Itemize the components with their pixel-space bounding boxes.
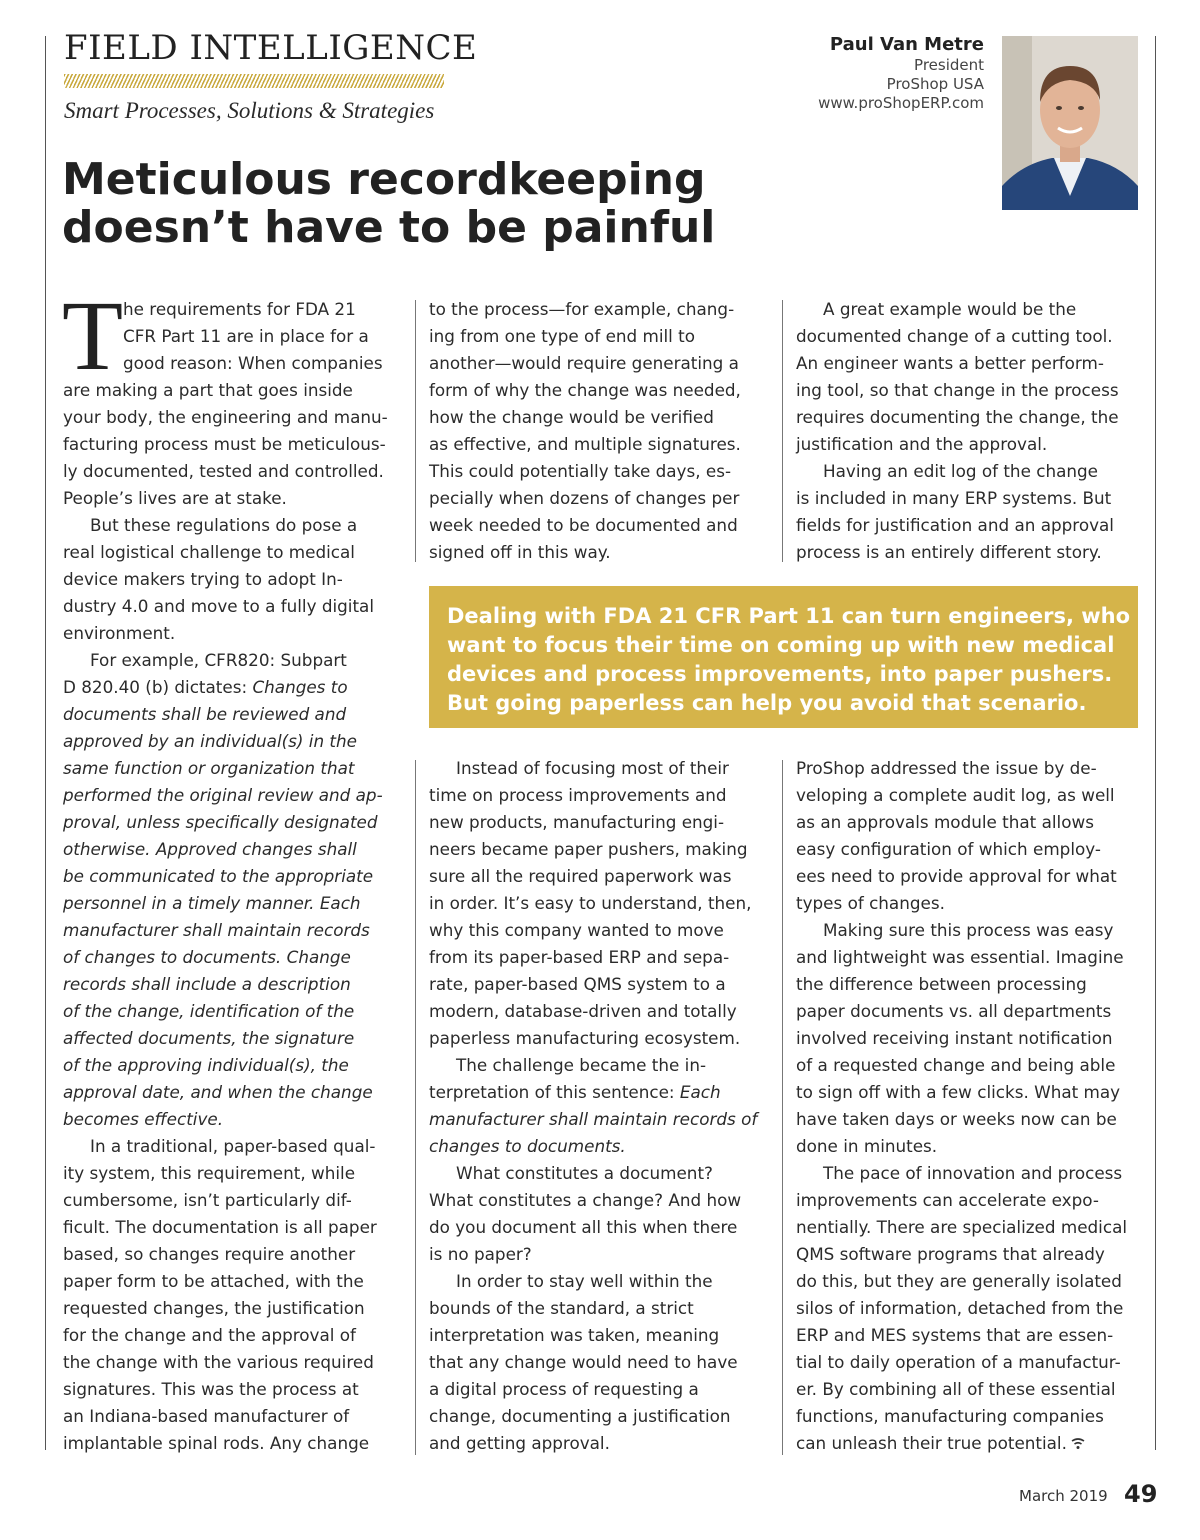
text-line: approved by an individual(s) in the xyxy=(63,731,357,751)
text-line: and getting approval. xyxy=(429,1433,610,1453)
text-line: real logistical challenge to medical xyxy=(63,542,355,562)
author-title: President xyxy=(914,56,984,74)
text-line: change, documenting a justification xyxy=(429,1406,731,1426)
left-border-rule xyxy=(45,36,46,1450)
text-line: otherwise. Approved changes shall xyxy=(63,839,357,859)
text-line: ly documented, tested and controlled. xyxy=(63,461,384,481)
text-line: paper form to be attached, with the xyxy=(63,1271,364,1291)
section-title: FIELD INTELLIGENCE xyxy=(64,28,478,68)
text-line: ERP and MES systems that are essen- xyxy=(796,1325,1114,1345)
drop-cap: T xyxy=(62,280,124,391)
author-byline xyxy=(818,34,984,113)
text-line: er. By combining all of these essential xyxy=(796,1379,1116,1399)
text-line: device makers trying to adopt In- xyxy=(63,569,343,589)
column-rule-1-bottom xyxy=(415,760,416,1455)
pull-quote-line: devices and process improvements, into paper pushers. xyxy=(447,662,1113,686)
section-subtitle: Smart Processes, Solutions & Strategies xyxy=(64,98,435,123)
text-line: QMS software programs that already xyxy=(796,1244,1105,1264)
text-line: pecially when dozens of changes per xyxy=(429,488,740,508)
text-line: signed off in this way. xyxy=(429,542,611,562)
text-line: implantable spinal rods. Any change xyxy=(63,1433,370,1453)
text-line: functions, manufacturing companies xyxy=(796,1406,1104,1426)
text-line: becomes effective. xyxy=(63,1109,224,1129)
text-line: easy configuration of which employ- xyxy=(796,839,1101,859)
text-line: based, so changes require another xyxy=(63,1244,356,1264)
text-line: People’s lives are at stake. xyxy=(63,488,287,508)
text-line: week needed to be documented and xyxy=(429,515,738,535)
text-run: D 820.40 (b) dictates: xyxy=(63,677,253,697)
text-line: time on process improvements and xyxy=(429,785,727,805)
text-line: bounds of the standard, a strict xyxy=(429,1298,694,1318)
text-line: to sign off with a few clicks. What may xyxy=(796,1082,1121,1102)
pull-quote-line: But going paperless can help you avoid that scenario. xyxy=(447,691,1087,715)
text-line: ees need to provide approval for what xyxy=(796,866,1117,886)
text-line: done in minutes. xyxy=(796,1136,938,1156)
article-column-3-top xyxy=(796,296,1119,566)
text-line: cumbersome, isn’t particularly dif- xyxy=(63,1190,352,1210)
text-line: modern, database-driven and totally xyxy=(429,1001,737,1021)
text-line: Making sure this process was easy xyxy=(823,920,1114,940)
text-line: that any change would need to have xyxy=(429,1352,738,1372)
column-rule-2-bottom xyxy=(782,760,783,1455)
pull-quote-text xyxy=(447,602,1131,718)
text-line: The pace of innovation and process xyxy=(823,1163,1123,1183)
text-line: nentially. There are specialized medical xyxy=(796,1217,1128,1237)
text-line: is no paper? xyxy=(429,1244,532,1264)
text-line: This could potentially take days, es- xyxy=(429,461,732,481)
text-line: personnel in a timely manner. Each xyxy=(63,893,361,913)
text-line: the difference between processing xyxy=(796,974,1087,994)
text-line: involved receiving instant notification xyxy=(796,1028,1113,1048)
text-line: interpretation was taken, meaning xyxy=(429,1325,720,1345)
text-line: for the change and the approval of xyxy=(63,1325,356,1345)
text-line: An engineer wants a better perform- xyxy=(796,353,1104,373)
text-line: proval, unless specifically designated xyxy=(63,812,378,832)
author-company: ProShop USA xyxy=(886,75,984,93)
text-line: ProShop addressed the issue by de- xyxy=(796,758,1097,778)
text-line: ity system, this requirement, while xyxy=(63,1163,356,1183)
text-line: CFR Part 11 are in place for a xyxy=(123,326,369,346)
text-line: ing from one type of end mill to xyxy=(429,326,696,346)
italic-text-run: Each xyxy=(679,1082,721,1102)
text-line: For example, CFR820: Subpart xyxy=(90,650,347,670)
text-line: of changes to documents. Change xyxy=(63,947,351,967)
text-line: dustry 4.0 and move to a fully digital xyxy=(63,596,374,616)
text-line: signatures. This was the process at xyxy=(63,1379,359,1399)
text-line: from its paper-based ERP and sepa- xyxy=(429,947,730,967)
text-line: silos of information, detached from the xyxy=(796,1298,1124,1318)
text-line: environment. xyxy=(63,623,176,643)
text-line: sure all the required paperwork was xyxy=(429,866,732,886)
text-line: the change with the various required xyxy=(63,1352,374,1372)
text-run: can unleash their true potential. xyxy=(796,1433,1067,1453)
text-line: paperless manufacturing ecosystem. xyxy=(429,1028,741,1048)
text-line: performed the original review and ap- xyxy=(63,785,383,805)
text-line: how the change would be verified xyxy=(429,407,714,427)
text-line: good reason: When companies xyxy=(123,353,383,373)
article-column-3-bottom xyxy=(796,755,1127,1457)
text-line: another—would require generating a xyxy=(429,353,739,373)
text-line: The challenge became the in- xyxy=(456,1055,707,1075)
text-line: a digital process of requesting a xyxy=(429,1379,699,1399)
author-name: Paul Van Metre xyxy=(829,34,984,55)
pull-quote-box xyxy=(429,586,1138,728)
italic-text-run: Changes to xyxy=(252,677,348,697)
headline-line: Meticulous recordkeeping xyxy=(62,154,706,205)
text-line: In a traditional, paper-based qual- xyxy=(90,1136,376,1156)
text-line: neers became paper pushers, making xyxy=(429,839,748,859)
pull-quote-line: want to focus their time on coming up with new medical xyxy=(447,633,1115,657)
text-line: new products, manufacturing engi- xyxy=(429,812,725,832)
text-line xyxy=(796,1430,1127,1457)
text-line: are making a part that goes inside xyxy=(63,380,353,400)
text-line: manufacturer shall maintain records xyxy=(63,920,370,940)
text-run: terpretation of this sentence: xyxy=(429,1082,680,1102)
text-line: an Indiana-based manufacturer of xyxy=(63,1406,350,1426)
text-line: same function or organization that xyxy=(63,758,355,778)
text-line: facturing process must be meticulous- xyxy=(63,434,386,454)
text-line: manufacturer shall maintain records of xyxy=(429,1109,758,1129)
text-line: ficult. The documentation is all paper xyxy=(63,1217,377,1237)
column-rule-1-top xyxy=(415,300,416,562)
text-line: Instead of focusing most of their xyxy=(456,758,729,778)
author-portrait-icon xyxy=(1002,36,1138,210)
text-line: documented change of a cutting tool. xyxy=(796,326,1113,346)
text-line: A great example would be the xyxy=(823,299,1077,319)
text-line: and lightweight was essential. Imagine xyxy=(796,947,1124,967)
author-photo xyxy=(1002,36,1138,210)
text-line: to the process—for example, chang- xyxy=(429,299,735,319)
right-border-rule xyxy=(1155,36,1156,1450)
text-line: paper documents vs. all departments xyxy=(796,1001,1112,1021)
text-line xyxy=(429,1079,757,1106)
article-column-2-top xyxy=(429,296,741,566)
text-line: tial to daily operation of a manufactur- xyxy=(796,1352,1121,1372)
pull-quote-line: Dealing with FDA 21 CFR Part 11 can turn engineers, who xyxy=(447,604,1131,628)
text-line: Having an edit log of the change xyxy=(823,461,1098,481)
text-line: of the change, identification of the xyxy=(63,1001,355,1021)
text-line: form of why the change was needed, xyxy=(429,380,741,400)
headline-line: doesn’t have to be painful xyxy=(62,202,716,253)
hatched-divider xyxy=(64,74,444,88)
text-line: as effective, and multiple signatures. xyxy=(429,434,741,454)
text-line: he requirements for FDA 21 xyxy=(123,299,356,319)
text-line: be communicated to the appropriate xyxy=(63,866,374,886)
article-column-2-bottom xyxy=(429,755,757,1457)
text-line: documents shall be reviewed and xyxy=(63,704,347,724)
text-line: improvements can accelerate expo- xyxy=(796,1190,1099,1210)
text-line: But these regulations do pose a xyxy=(90,515,358,535)
text-line: veloping a complete audit log, as well xyxy=(796,785,1115,805)
text-line: do this, but they are generally isolated xyxy=(796,1271,1122,1291)
page-number: 49 xyxy=(1124,1480,1158,1508)
text-line: rate, paper-based QMS system to a xyxy=(429,974,726,994)
text-line: changes to documents. xyxy=(429,1136,626,1156)
text-line: of the approving individual(s), the xyxy=(63,1055,349,1075)
text-line: affected documents, the signature xyxy=(63,1028,355,1048)
column-rule-2-top xyxy=(782,300,783,562)
text-line: justification and the approval. xyxy=(796,434,1048,454)
text-line: have taken days or weeks now can be xyxy=(796,1109,1117,1129)
text-line: fields for justification and an approval xyxy=(796,515,1114,535)
text-line: process is an entirely different story. xyxy=(796,542,1102,562)
text-line: as an approvals module that allows xyxy=(796,812,1094,832)
text-line: your body, the engineering and manu- xyxy=(63,407,388,427)
text-line: ing tool, so that change in the process xyxy=(796,380,1119,400)
wifi-end-icon xyxy=(1071,1438,1085,1450)
text-line: requires documenting the change, the xyxy=(796,407,1119,427)
text-line: types of changes. xyxy=(796,893,945,913)
text-line: is included in many ERP systems. But xyxy=(796,488,1112,508)
text-line: of a requested change and being able xyxy=(796,1055,1116,1075)
author-website[interactable]: www.proShopERP.com xyxy=(818,94,984,112)
footer-issue-date: March 2019 xyxy=(1019,1487,1108,1505)
text-line: What constitutes a document? xyxy=(456,1163,713,1183)
article-headline xyxy=(62,156,782,252)
article-column-1 xyxy=(62,280,388,1457)
text-line: approval date, and when the change xyxy=(63,1082,373,1102)
text-line: requested changes, the justification xyxy=(63,1298,365,1318)
text-line: do you document all this when there xyxy=(429,1217,738,1237)
text-line: In order to stay well within the xyxy=(456,1271,713,1291)
text-line: in order. It’s easy to understand, then, xyxy=(429,893,752,913)
text-line: why this company wanted to move xyxy=(429,920,724,940)
text-line: records shall include a description xyxy=(63,974,351,994)
text-line xyxy=(63,674,388,701)
text-line: What constitutes a change? And how xyxy=(429,1190,742,1210)
